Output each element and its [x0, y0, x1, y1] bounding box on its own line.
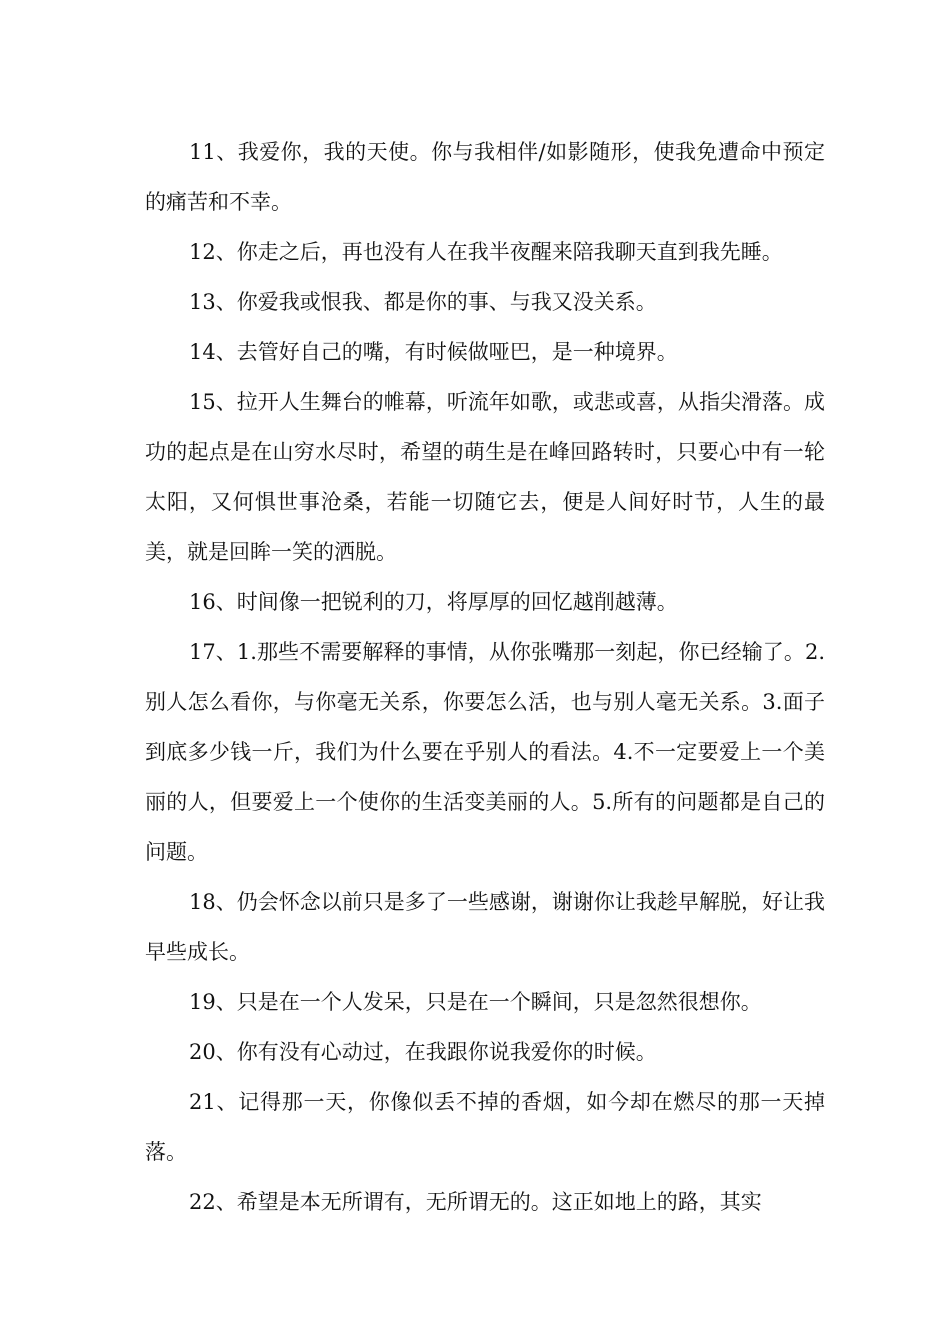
paragraph-17: 17、1.那些不需要解释的事情，从你张嘴那一刻起，你已经输了。2.别人怎么看你，与你毫无关系，你要怎么活，也与别人毫无关系。3.面子到底多少钱一斤，我们为什么要在乎别人的看法。4.不一定要爱上一个美丽的人，但要爱上一个使你的生活变美丽的人。5.所有的问题都是自己的问题。	[145, 640, 825, 864]
paragraph-21: 21、记得那一天，你像似丢不掉的香烟，如今却在燃尽的那一天掉落。	[145, 1090, 825, 1164]
paragraph-18: 18、仍会怀念以前只是多了一些感谢，谢谢你让我趁早解脱，好让我早些成长。	[145, 890, 825, 964]
paragraph-15: 15、拉开人生舞台的帷幕，听流年如歌，或悲或喜，从指尖滑落。成功的起点是在山穷水尽时，希望的萌生是在峰回路转时，只要心中有一轮太阳，又何惧世事沧桑，若能一切随它去，便是人间好时节，人生的最美，就是回眸一笑的洒脱。	[145, 390, 825, 564]
paragraph-19: 19、只是在一个人发呆，只是在一个瞬间，只是忽然很想你。	[189, 990, 762, 1014]
paragraph-13: 13、你爱我或恨我、都是你的事、与我又没关系。	[189, 290, 657, 314]
document-body	[145, 127, 825, 1227]
paragraph-11: 11、我爱你，我的天使。你与我相伴/如影随形，使我免遭命中预定的痛苦和不幸。	[145, 140, 825, 214]
paragraph-14: 14、去管好自己的嘴，有时候做哑巴，是一种境界。	[189, 340, 678, 364]
paragraph-12: 12、你走之后，再也没有人在我半夜醒来陪我聊天直到我先睡。	[189, 240, 783, 264]
paragraph-20: 20、你有没有心动过，在我跟你说我爱你的时候。	[189, 1040, 657, 1064]
paragraph-16: 16、时间像一把锐利的刀，将厚厚的回忆越削越薄。	[189, 590, 678, 614]
paragraph-22: 22、希望是本无所谓有，无所谓无的。这正如地上的路，其实	[189, 1190, 762, 1214]
